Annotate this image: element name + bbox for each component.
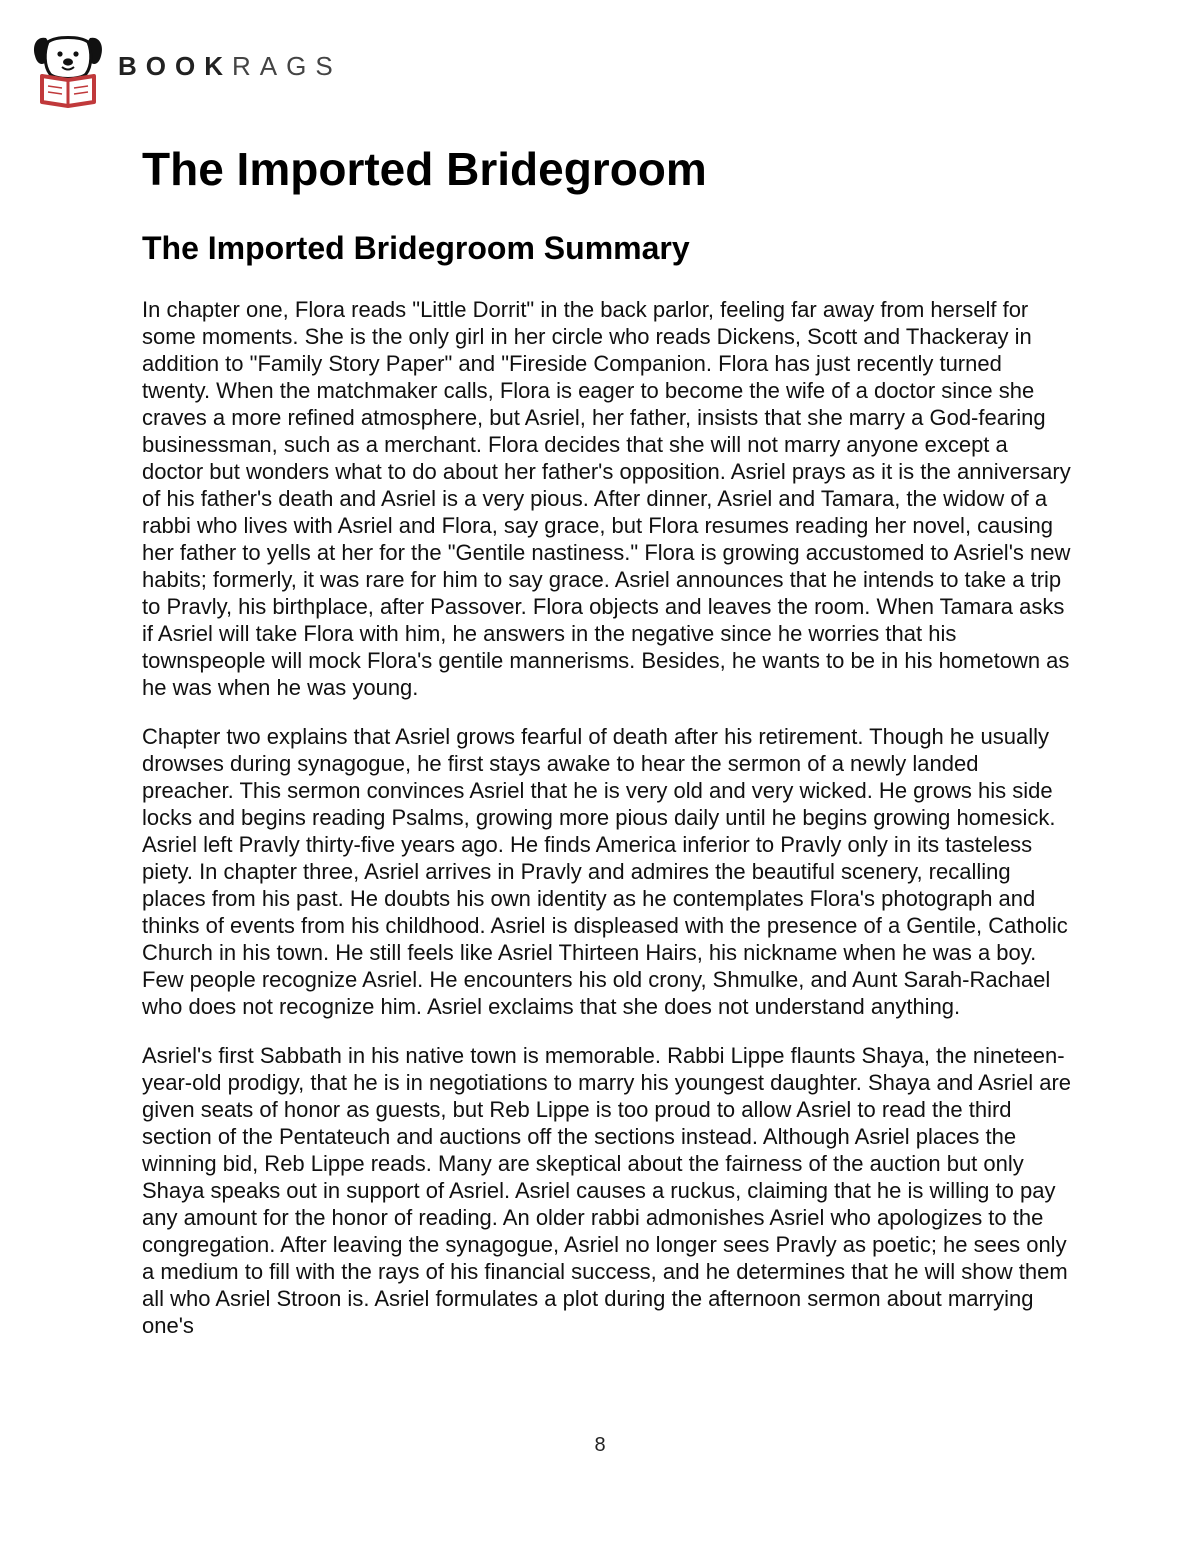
- brand-wordmark-bold: BOOK: [118, 50, 232, 81]
- site-header: [32, 32, 342, 108]
- dog-reading-book-icon: [32, 32, 104, 108]
- page-number: 8: [594, 1434, 606, 1456]
- summary-paragraph-2: Chapter two explains that Asriel grows fearful of death after his retirement. Though he usually drowses during synagogue, he first stays awake to hear the sermon of a newly landed preacher. This sermon convinces Asriel that he is very old and very wicked. He grows his side locks and begins reading Psalms, growing more pious daily until he begins growing homesick. Asriel left Pravly thirty-five years ago. He finds America inferior to Pravly only in its tasteless piety. In chapter three, Asriel arrives in Pravly and admires the beautiful scenery, recalling places from his past. He doubts his own identity as he contemplates Flora's photograph and thinks of events from his childhood. Asriel is displeased with the presence of a Gentile, Catholic Church in his town. He still feels like Asriel Thirteen Hairs, his nickname when he was a boy. Few people recognize Asriel. He encounters his old crony, Shmulke, and Aunt Sarah-Rachael who does not recognize him. Asriel exclaims that she does not understand anything.: [142, 724, 1068, 1019]
- summary-paragraph-3: Asriel's first Sabbath in his native town is memorable. Rabbi Lippe flaunts Shaya, the nineteen-year-old prodigy, that he is in negotiations to marry his youngest daughter. Shaya and Asriel are given seats of honor as guests, but Reb Lippe is too proud to allow Asriel to read the third section of the Pentateuch and auctions off the sections instead. Although Asriel places the winning bid, Reb Lippe reads. Many are skeptical about the fairness of the auction but only Shaya speaks out in support of Asriel. Asriel causes a ruckus, claiming that he is willing to pay any amount for the honor of reading. An older rabbi admonishes Asriel who apologizes to the congregation. After leaving the synagogue, Asriel no longer sees Pravly as poetic; he sees only a medium to fill with the rays of his financial success, and he determines that he will show them all who Asriel Stroon is. Asriel formulates a plot during the afternoon sermon about marrying one's: [142, 1043, 1072, 1338]
- section-heading: The Imported Bridegroom Summary: [142, 230, 690, 266]
- document-body: [142, 140, 1072, 1339]
- document-title: The Imported Bridegroom: [142, 143, 707, 195]
- summary-paragraph-1: In chapter one, Flora reads "Little Dorrit" in the back parlor, feeling far away from herself for some moments. She is the only girl in her circle who reads Dickens, Scott and Thackeray in addition to "Family Story Paper" and "Fireside Companion. Flora has just recently turned twenty. When the matchmaker calls, Flora is eager to become the wife of a doctor since she craves a more refined atmosphere, but Asriel, her father, insists that she marry a God-fearing businessman, such as a merchant. Flora decides that she will not marry anyone except a doctor but wonders what to do about her father's opposition. Asriel prays as it is the anniversary of his father's death and Asriel is a very pious. After dinner, Asriel and Tamara, the widow of a rabbi who lives with Asriel and Flora, say grace, but Flora resumes reading her novel, causing her father to yells at her for the "Gentile nastiness." Flora is growing accustomed to Asriel's new habits; formerly, it was rare for him to say grace. Asriel announces that he intends to take a trip to Pravly, his birthplace, after Passover. Flora objects and leaves the room. When Tamara asks if Asriel will take Flora with him, he answers in the negative since he worries that his townspeople will mock Flora's gentile mannerisms. Besides, he wants to be in his hometown as he was when he was young.: [142, 297, 1071, 700]
- brand-wordmark-light: RAGS: [232, 50, 342, 81]
- brand-wordmark: [118, 51, 342, 82]
